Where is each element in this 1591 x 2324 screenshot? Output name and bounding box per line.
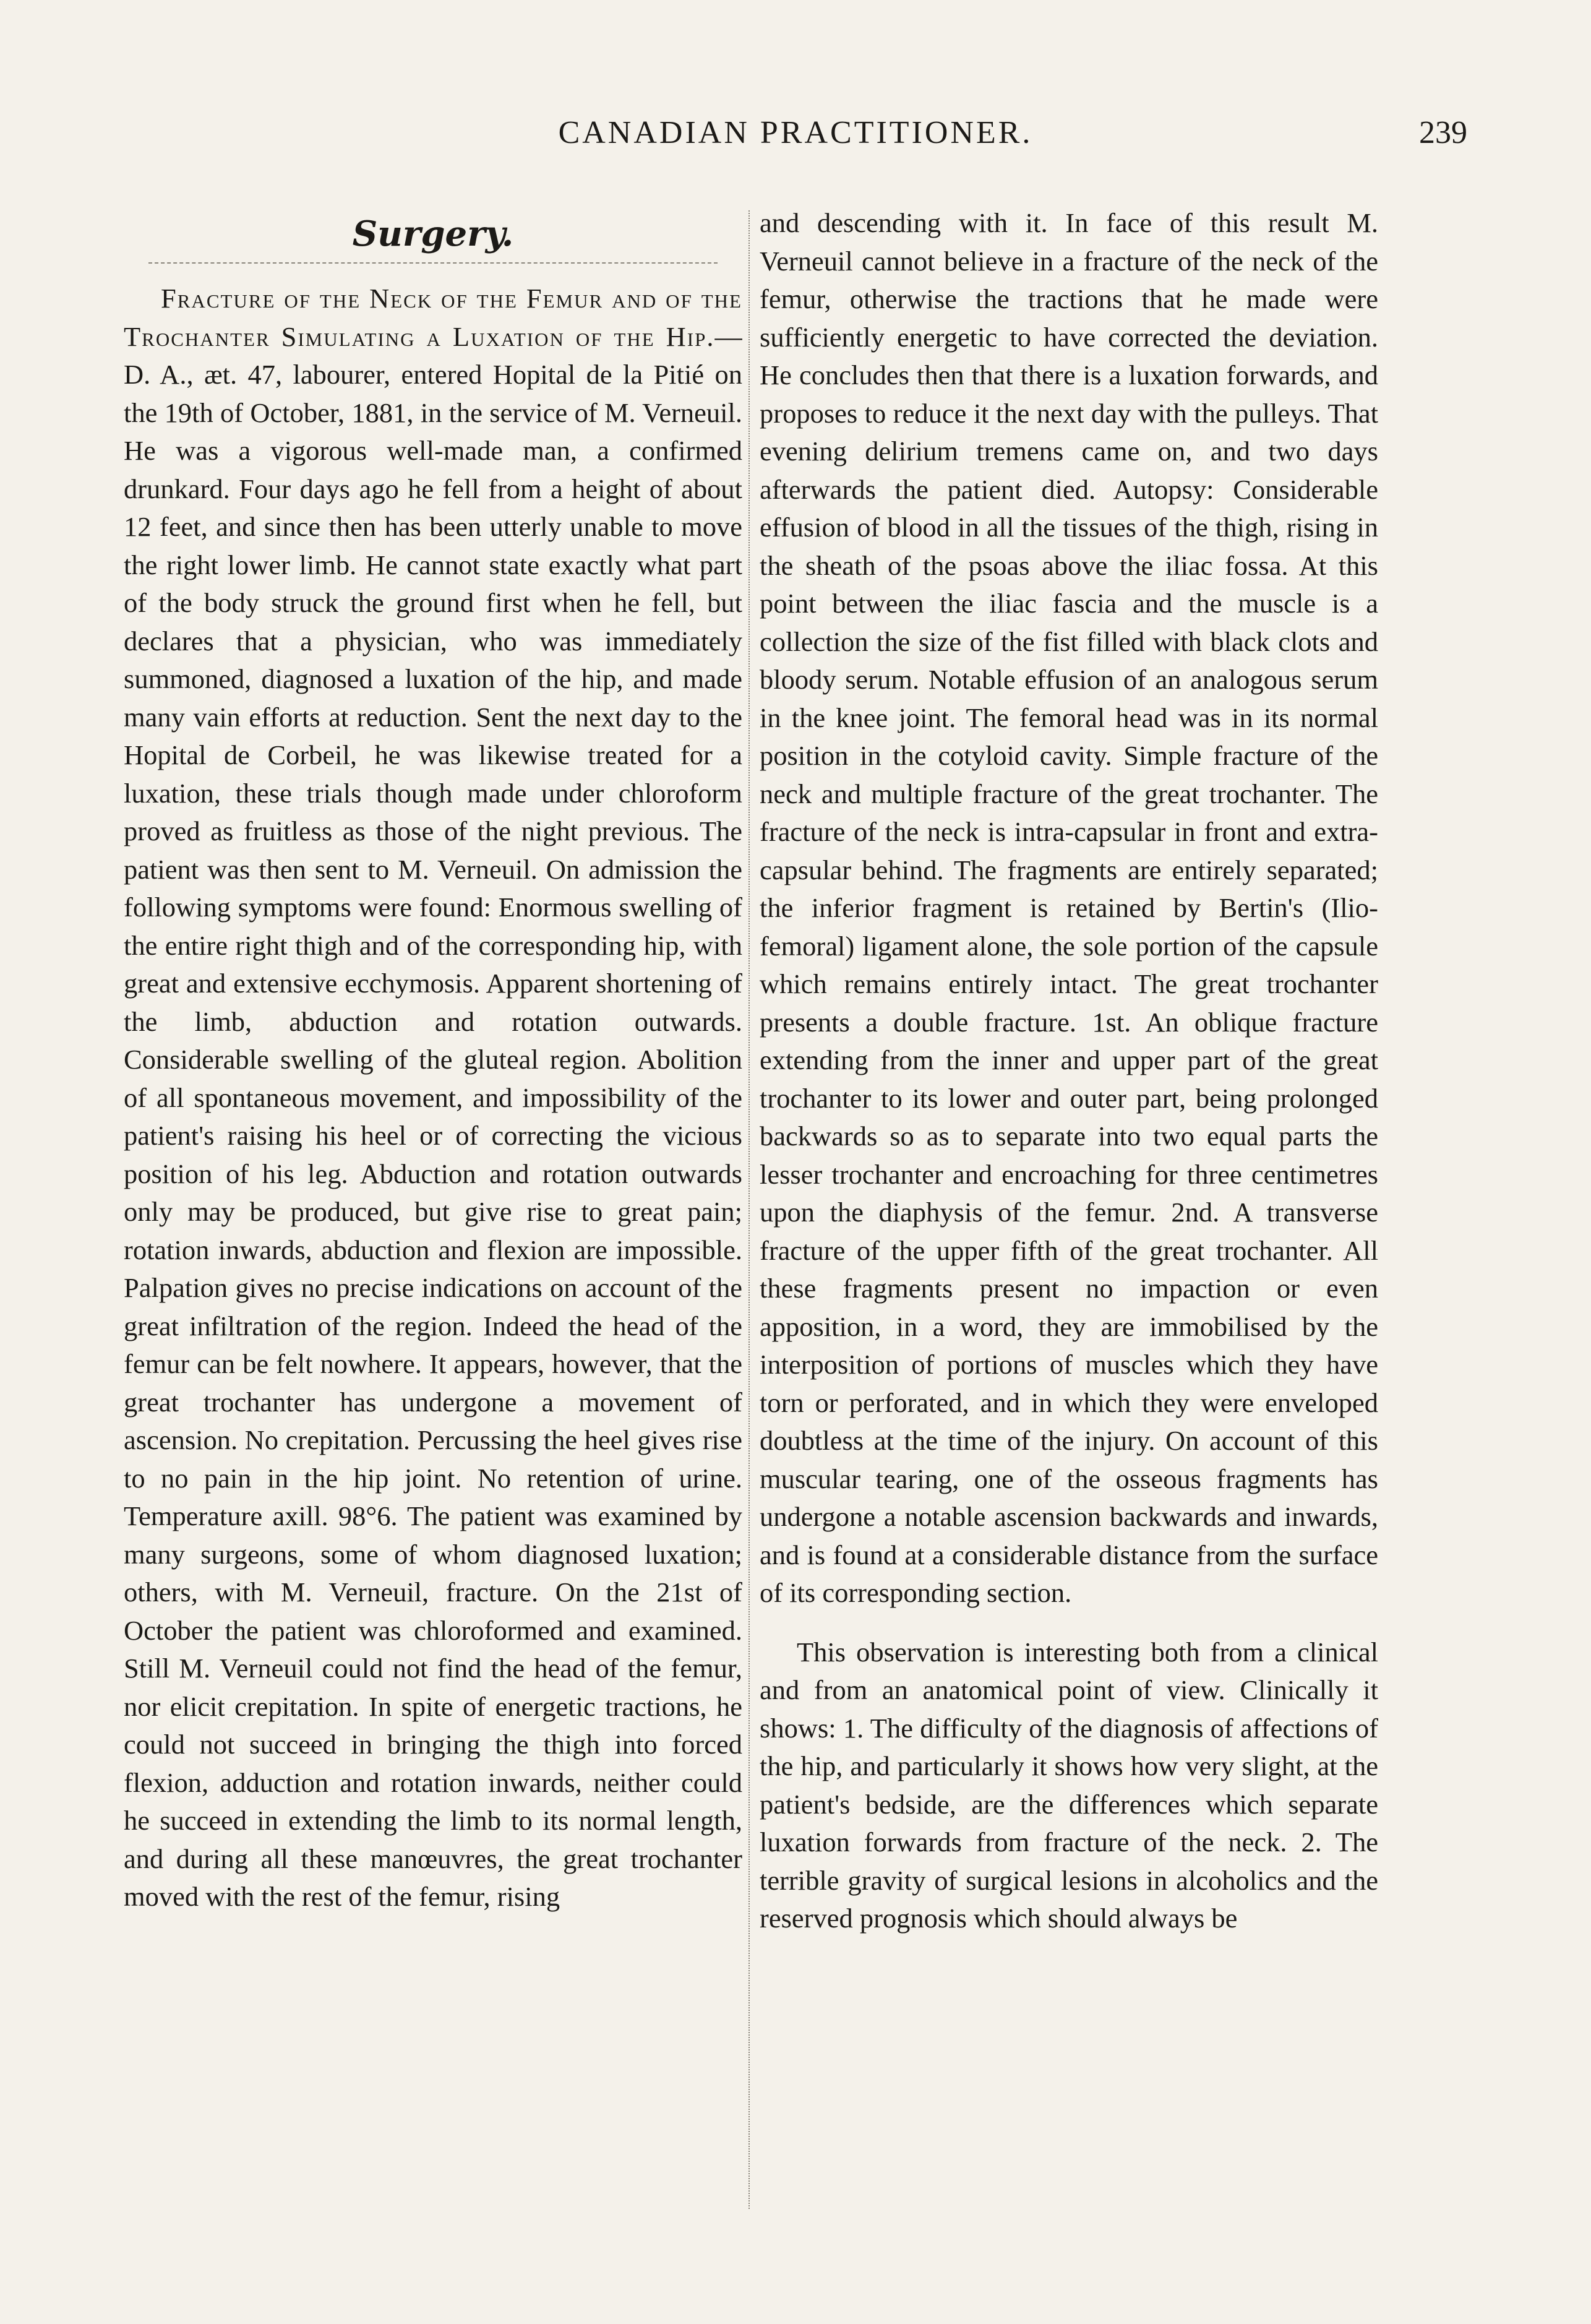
column-divider bbox=[748, 210, 750, 2209]
article-body-left: —D. A., æt. 47, labourer, entered Hopital de la Pitié on the 19th of October, 1881, in the service of M. Verneuil. He was a vigorous well-made man, a confirmed drunkard. Four days ago he fell from a height of about 12 feet, and since then has been utterly unable to move the right lower limb. He cannot state exactly what part of the body struck the ground first when he fell, but declares that a physician, who was immediately summoned, diagnosed a luxation of the hip, and made many vain efforts at reduction. Sent the next day to the Hopital de Corbeil, he was likewise treated for a luxation, these trials though made under chloroform proved as fruitless as those of the night previous. The patient was then sent to M. Verneuil. On admission the following symptoms were found: Enormous swelling of the entire right thigh and of the corresponding hip, with great and extensive ecchymosis. Apparent shortening of the limb, abduction and rotation outwards. Considerable swelling of the gluteal region. Abolition of all spontaneous movement, and impossibility of the patient's raising his heel or of correcting the vicious position of his leg. Abduction and rotation outwards only may be produced, but give rise to great pain; rotation inwards, abduction and flexion are impossible. Palpation gives no precise indications on account of the great infiltration of the region. Indeed the head of the femur can be felt nowhere. It appears, however, that the great trochanter has undergone a movement of ascension. No crepitation. Percussing the heel gives rise to no pain in the hip joint. No retention of urine. Temperature axill. 98°6. The patient was examined by many surgeons, some of whom diagnosed luxation; others, with M. Verneuil, fracture. On the 21st of October the patient was chloroformed and examined. Still M. Verneuil could not find the head of the femur, nor elicit crepitation. In spite of energetic tractions, he could not succeed in bringing the thigh into forced flexion, adduction and rotation inwards, neither could he succeed in extending the limb to its normal length, and during all these manœuvres, the great trochanter moved with the rest of the femur, rising bbox=[124, 321, 742, 1912]
left-column bbox=[124, 204, 742, 2246]
article-body-right: and descending with it. In face of this result M. Verneuil cannot believe in a fracture of the neck of the femur, otherwise the tractions that he made were sufficiently energetic to have corrected the deviation. He concludes then that there is a luxation forwards, and proposes to reduce it the next day with the pulleys. That evening delirium tremens came on, and two days afterwards the patient died. Autopsy: Considerable effusion of blood in all the tissues of the thigh, rising in the sheath of the psoas above the iliac fossa. At this point between the iliac fascia and the muscle is a collection the size of the fist filled with black clots and bloody serum. Notable effusion of an analogous serum in the knee joint. The femoral head was in its normal position in the cotyloid cavity. Simple fracture of the neck and multiple fracture of the great trochanter. The fracture of the neck is intra-capsular in front and extra-capsular behind. The fragments are entirely separated; the inferior fragment is retained by Bertin's (Ilio-femoral) ligament alone, the sole portion of the capsule which remains entirely intact. The great trochanter presents a double fracture. 1st. An oblique fracture extending from the inner and upper part of the great trochanter to its lower and outer part, being prolonged backwards so as to separate into two equal parts the lesser trochanter and encroaching for three centimetres upon the diaphysis of the femur. 2nd. A transverse fracture of the upper fifth of the great trochanter. All these fragments present no impaction or even apposition, in a word, they are immobilised by the interposition of portions of muscles which they have torn or perforated, and in which they were enveloped doubtless at the time of the injury. On account of this muscular tearing, one of the osseous fragments has undergone a notable ascension backwards and inwards, and is found at a considerable distance from the surface of its corresponding section. bbox=[760, 207, 1378, 1608]
article-paragraph-1 bbox=[124, 280, 742, 1916]
running-head bbox=[124, 114, 1467, 164]
page-number: 239 bbox=[1419, 115, 1467, 150]
section-heading: Surgery. bbox=[352, 213, 514, 254]
right-column bbox=[760, 204, 1378, 2246]
running-title: CANADIAN PRACTITIONER. bbox=[558, 115, 1033, 150]
heading-divider bbox=[148, 262, 718, 264]
article-paragraph-2: This observation is interesting both from a clinical and from an anatomical point of view. Clinically it shows: 1. The difficulty of the diagnosis of affections of the hip, and particularly it shows how very slight, at the patient's bedside, are the differences which separate luxation forwards from fracture of the neck. 2. The terrible gravity of surgical lesions in alcoholics and the reserved prognosis which should always be bbox=[760, 1636, 1378, 1934]
article-title: Fracture of the Neck of the Femur and of the Trochanter Simulating a Luxation of the Hip. bbox=[124, 283, 742, 352]
